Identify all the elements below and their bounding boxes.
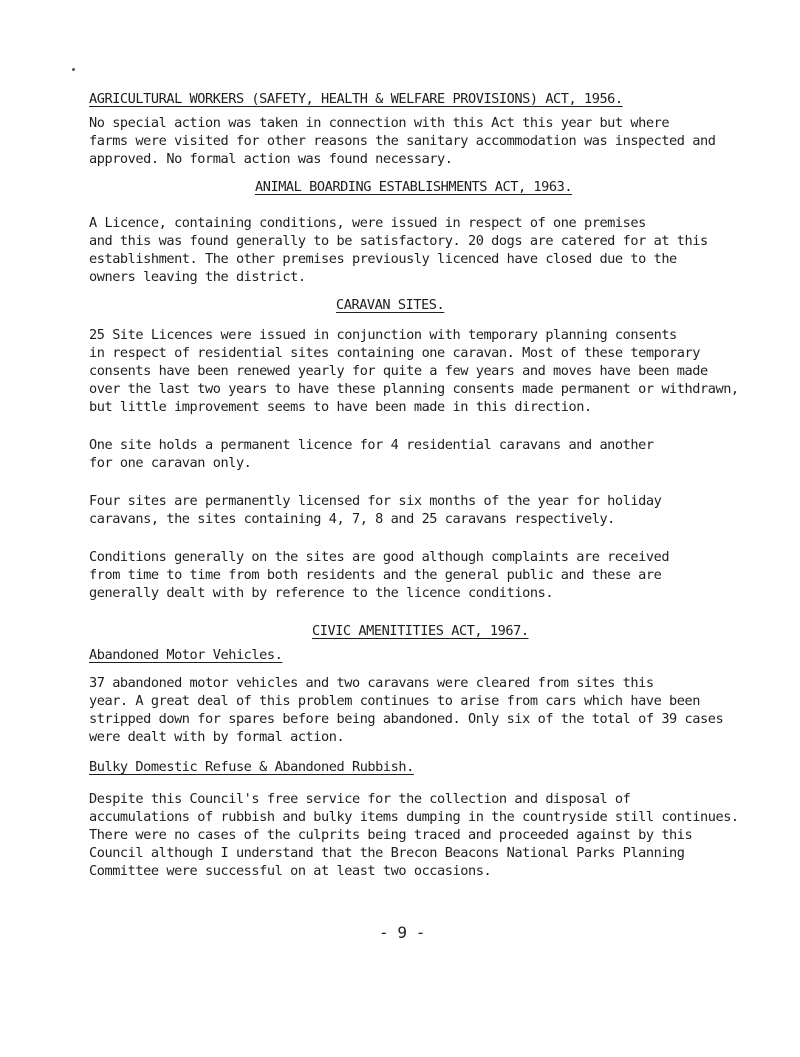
paragraph-line: A Licence, containing conditions, were issued in respect of one premises <box>89 215 646 231</box>
paragraph-line: stripped down for spares before being abandoned. Only six of the total of 39 cases <box>89 711 724 727</box>
paragraph-line: accumulations of rubbish and bulky items dumping in the countryside still continues. <box>89 809 739 825</box>
paragraph-line: Council although I understand that the Brecon Beacons National Parks Planning <box>89 845 685 861</box>
paragraph-line: 37 abandoned motor vehicles and two caravans were cleared from sites this <box>89 675 654 691</box>
paragraph-line: for one caravan only. <box>89 455 252 471</box>
subheading-bulky-domestic-refuse: Bulky Domestic Refuse & Abandoned Rubbish. <box>89 759 414 775</box>
paragraph-line: year. A great deal of this problem continues to arise from cars which have been <box>89 693 700 709</box>
heading-caravan-sites: CARAVAN SITES. <box>336 297 445 313</box>
paragraph-line: No special action was taken in connection with this Act this year but where <box>89 115 670 131</box>
paragraph-line: Despite this Council's free service for the collection and disposal of <box>89 791 631 807</box>
paragraph-line: owners leaving the district. <box>89 269 306 285</box>
paragraph-line: There were no cases of the culprits being traced and proceeded against by this <box>89 827 693 843</box>
paragraph-line: caravans, the sites containing 4, 7, 8 and 25 caravans respectively. <box>89 511 615 527</box>
paragraph-line: over the last two years to have these planning consents made permanent or withdrawn, <box>89 381 739 397</box>
paragraph-line: from time to time from both residents and the general public and these are <box>89 567 662 583</box>
paragraph-line: establishment. The other premises previously licenced have closed due to the <box>89 251 677 267</box>
paragraph-line: in respect of residential sites containing one caravan. Most of these temporary <box>89 345 700 361</box>
paragraph-line: farms were visited for other reasons the sanitary accommodation was inspected and <box>89 133 716 149</box>
paragraph-line: were dealt with by formal action. <box>89 729 345 745</box>
paragraph-line: and this was found generally to be satisfactory. 20 dogs are catered for at this <box>89 233 708 249</box>
paragraph-line: consents have been renewed yearly for quite a few years and moves have been made <box>89 363 708 379</box>
page-number: - 9 - <box>379 923 425 942</box>
paragraph-line: Conditions generally on the sites are good although complaints are received <box>89 549 670 565</box>
scan-speck <box>72 68 75 71</box>
subheading-abandoned-motor-vehicles: Abandoned Motor Vehicles. <box>89 647 283 663</box>
paragraph-line: Committee were successful on at least two occasions. <box>89 863 492 879</box>
paragraph-line: One site holds a permanent licence for 4 residential caravans and another <box>89 437 654 453</box>
paragraph-line: but little improvement seems to have been made in this direction. <box>89 399 592 415</box>
paragraph-line: Four sites are permanently licensed for six months of the year for holiday <box>89 493 662 509</box>
heading-animal-boarding-act: ANIMAL BOARDING ESTABLISHMENTS ACT, 1963. <box>255 179 573 195</box>
heading-civic-amenities-act: CIVIC AMENITITIES ACT, 1967. <box>312 623 529 639</box>
paragraph-line: generally dealt with by reference to the licence conditions. <box>89 585 554 601</box>
paragraph-line: 25 Site Licences were issued in conjunction with temporary planning consents <box>89 327 677 343</box>
paragraph-line: approved. No formal action was found necessary. <box>89 151 453 167</box>
heading-agricultural-workers-act: AGRICULTURAL WORKERS (SAFETY, HEALTH & WELFARE PROVISIONS) ACT, 1956. <box>89 91 623 107</box>
